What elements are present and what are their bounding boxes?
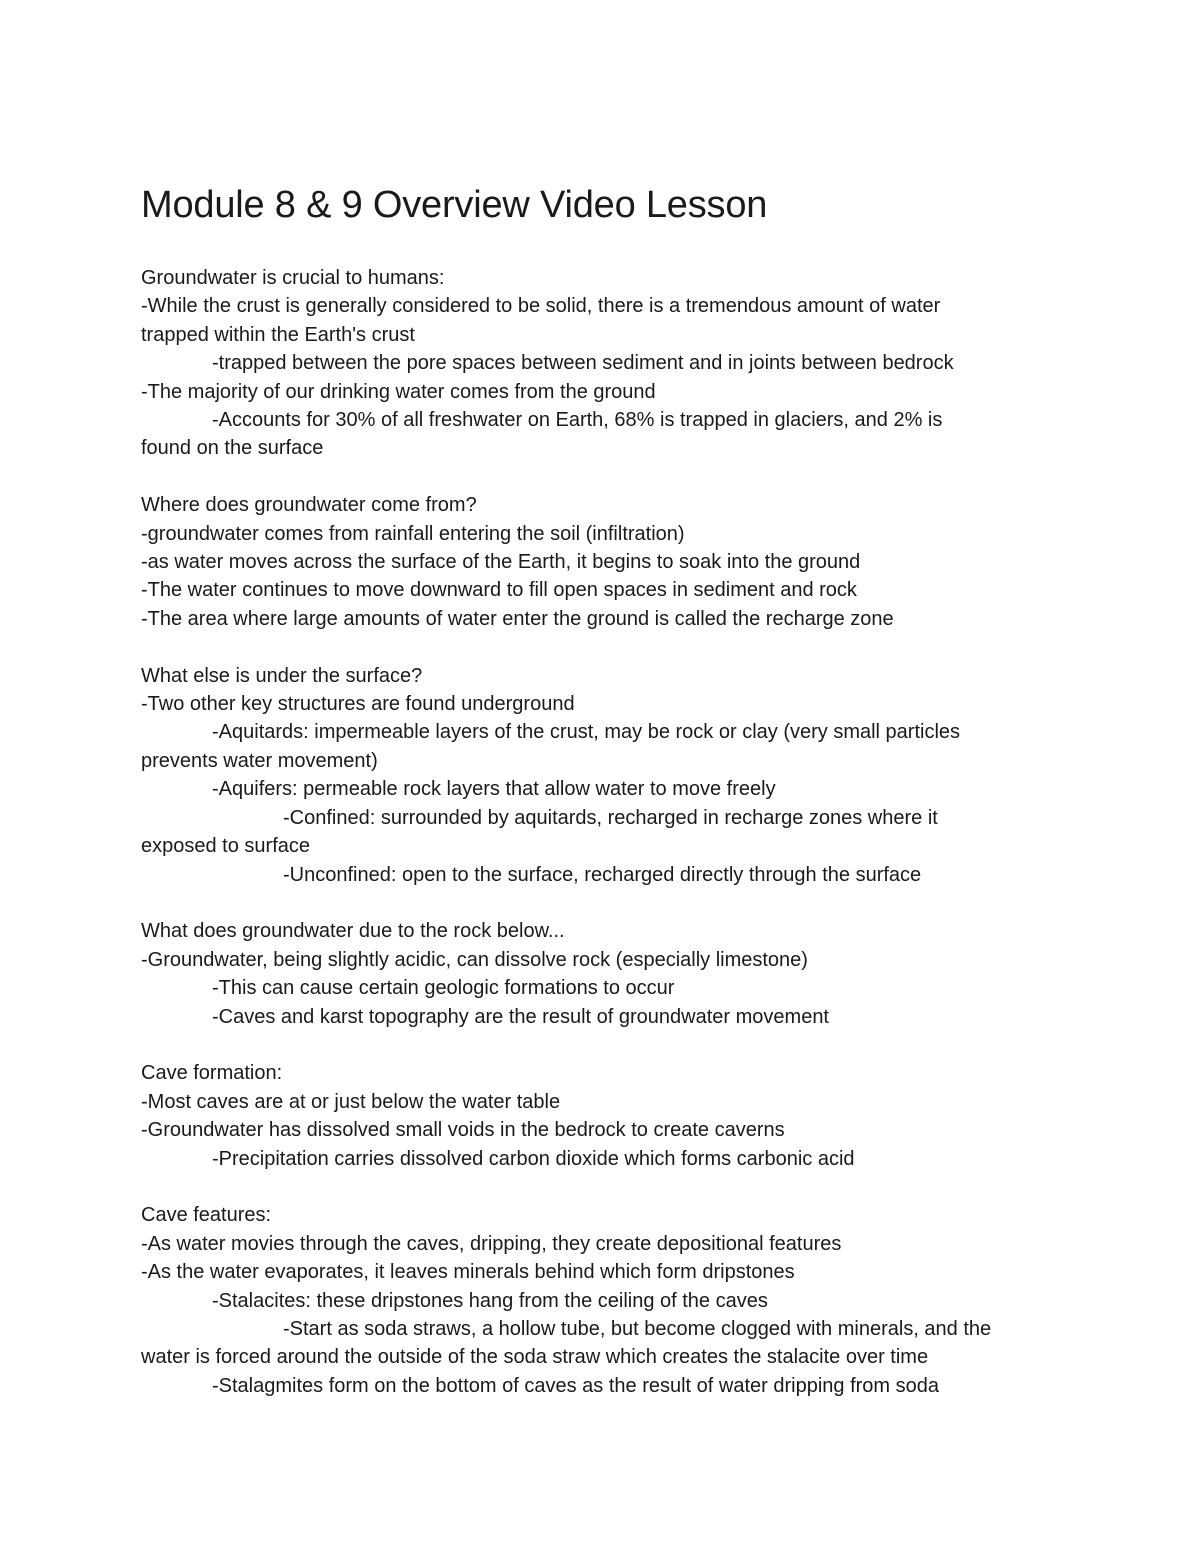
section-heading: Cave formation: (141, 1062, 283, 1085)
bullet-line: -as water moves across the surface of the Earth, it begins to soak into the ground (141, 551, 861, 574)
blank-line (141, 1173, 1061, 1201)
sub-sub-bullet-line: -Unconfined: open to the surface, recharged directly through the surface (283, 863, 922, 886)
bullet-line: -groundwater comes from rainfall entering the soil (infiltration) (141, 522, 685, 545)
sub-bullet-line: -Caves and karst topography are the result of groundwater movement (212, 1005, 829, 1028)
bullet-line: -Groundwater, being slightly acidic, can dissolve rock (especially limestone) (141, 948, 808, 971)
sub-bullet-line: -Stalagmites form on the bottom of caves as the result of water dripping from soda (212, 1374, 940, 1397)
bullet-line: -As the water evaporates, it leaves minerals behind which form dripstones (141, 1261, 795, 1284)
continuation-line: trapped within the Earth's crust (141, 323, 415, 346)
continuation-line: exposed to surface (141, 835, 310, 858)
continuation-line: found on the surface (141, 437, 324, 460)
bullet-line: -Most caves are at or just below the water table (141, 1090, 561, 1113)
sub-bullet-line: -Aquitards: impermeable layers of the crust, may be rock or clay (very small particles (212, 721, 961, 744)
section-heading: Cave features: (141, 1204, 272, 1227)
sub-bullet-line: -Accounts for 30% of all freshwater on Earth, 68% is trapped in glaciers, and 2% is (212, 409, 943, 432)
blank-line (141, 1031, 1061, 1059)
bullet-line: -While the crust is generally considered to be solid, there is a tremendous amount of water (141, 295, 941, 318)
sub-bullet-line: -Aquifers: permeable rock layers that allow water to move freely (212, 778, 776, 801)
blank-line (141, 889, 1061, 917)
bullet-line: -Two other key structures are found underground (141, 693, 575, 716)
sub-bullet-line: -Stalacites: these dripstones hang from the ceiling of the caves (212, 1289, 768, 1312)
continuation-line: prevents water movement) (141, 749, 378, 772)
sub-bullet-line: -trapped between the pore spaces between sediment and in joints between bedrock (212, 352, 954, 375)
sub-sub-bullet-line: -Confined: surrounded by aquitards, recharged in recharge zones where it (283, 806, 938, 829)
section-heading: What does groundwater due to the rock below... (141, 920, 565, 943)
blank-line (141, 633, 1061, 661)
bullet-line: -Groundwater has dissolved small voids in the bedrock to create caverns (141, 1119, 785, 1142)
continuation-line: water is forced around the outside of the soda straw which creates the stalacite over time (141, 1346, 929, 1369)
section-heading: Where does groundwater come from? (141, 494, 477, 517)
document-title: Module 8 & 9 Overview Video Lesson (141, 184, 768, 226)
bullet-line: -The area where large amounts of water enter the ground is called the recharge zone (141, 607, 894, 630)
bullet-line: -The majority of our drinking water comes from the ground (141, 380, 656, 403)
bullet-line: -As water movies through the caves, dripping, they create depositional features (141, 1232, 842, 1255)
sub-bullet-line: -Precipitation carries dissolved carbon dioxide which forms carbonic acid (212, 1147, 855, 1170)
sub-bullet-line: -This can cause certain geologic formations to occur (212, 977, 675, 1000)
bullet-line: -The water continues to move downward to fill open spaces in sediment and rock (141, 579, 857, 602)
section-heading: What else is under the surface? (141, 664, 423, 687)
sub-sub-bullet-line: -Start as soda straws, a hollow tube, but become clogged with minerals, and the (283, 1317, 992, 1340)
section-heading: Groundwater is crucial to humans: (141, 267, 445, 289)
document-body (141, 264, 1061, 1400)
blank-line (141, 463, 1061, 491)
